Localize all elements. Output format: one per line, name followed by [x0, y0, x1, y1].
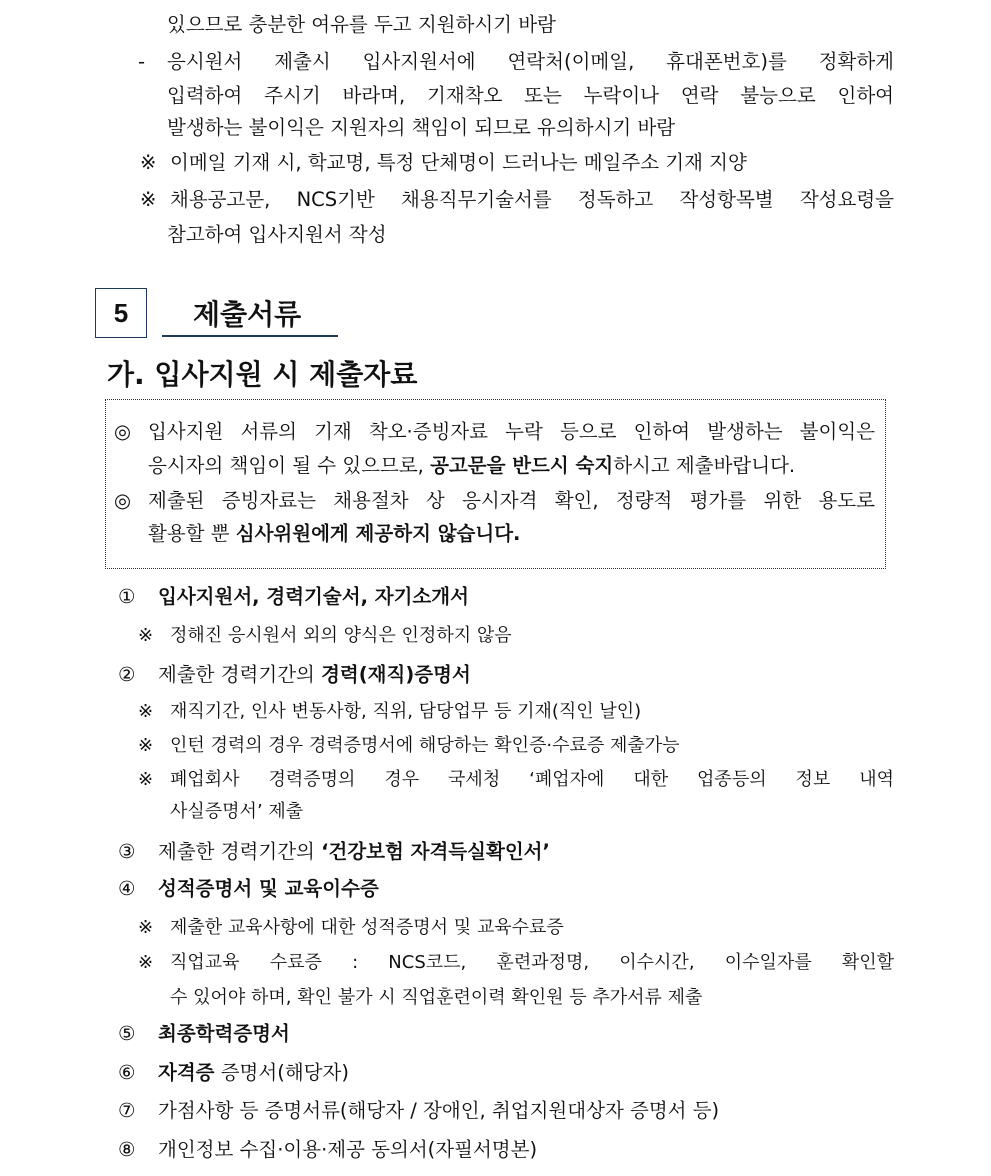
- item-title: [158, 839, 550, 865]
- note-text: 이메일 기재 시, 학교명, 특정 단체명이 드러나는 메일주소 기재 지양: [170, 151, 747, 174]
- note-mark: ※: [138, 917, 154, 938]
- note-mark: ※: [140, 188, 157, 211]
- emphasis: 경력(재직)증명서: [321, 663, 471, 686]
- notice-text: [148, 521, 520, 547]
- section-title: 제출서류: [193, 298, 302, 331]
- note-mark: ※: [138, 701, 154, 722]
- note-text: 정해진 응시원서 외의 양식은 인정하지 않음: [170, 625, 512, 646]
- note-text: 직업교육 수료증 : NCS코드, 훈련과정명, 이수시간, 이수일자를 확인할: [170, 952, 894, 973]
- section-underline: [162, 335, 338, 337]
- subsection-title: 가. 입사지원 시 제출자료: [107, 358, 418, 391]
- text-line: 발생하는 불이익은 지원자의 책임이 되므로 유의하시기 바람: [167, 116, 676, 139]
- section-number: 5: [95, 288, 147, 338]
- text: 증명서(해당자): [214, 1061, 349, 1084]
- text: 활용할 뿐: [148, 522, 236, 545]
- item-number: ①: [118, 585, 136, 608]
- item-title: [158, 662, 471, 688]
- note-mark: ※: [140, 151, 157, 174]
- item-title: [158, 1060, 349, 1086]
- item-number: ④: [118, 877, 136, 900]
- text-line: 있으므로 충분한 여유를 두고 지원하시기 바람: [167, 13, 556, 36]
- emphasis: 심사위원에게 제공하지 않습니다.: [235, 522, 521, 545]
- note-text: 수 있어야 하며, 확인 불가 시 직업훈련이력 확인원 등 추가서류 제출: [170, 987, 703, 1008]
- notice-text: 입사지원 서류의 기재 착오·증빙자료 누락 등으로 인하여 발생하는 불이익은: [148, 420, 875, 443]
- item-number: ⑦: [118, 1099, 136, 1122]
- note-mark: ※: [138, 952, 154, 973]
- dash-bullet: -: [138, 50, 146, 73]
- text: 제출한 경력기간의: [158, 840, 322, 863]
- item-title: 성적증명서 및 교육이수증: [158, 877, 379, 900]
- item-number: ⑤: [118, 1022, 136, 1045]
- notice-mark: ◎: [114, 420, 132, 443]
- text: 제출한 경력기간의: [158, 663, 322, 686]
- note-mark: ※: [138, 625, 154, 646]
- note-text: 폐업회사 경력증명의 경우 국세청 ‘폐업자에 대한 업종등의 정보 내역: [170, 769, 894, 790]
- note-text: 인턴 경력의 경우 경력증명서에 해당하는 확인증·수료증 제출가능: [170, 735, 680, 756]
- item-title: 최종학력증명서: [158, 1022, 290, 1045]
- notice-text: 제출된 증빙자료는 채용절차 상 응시자격 확인, 정량적 평가를 위한 용도로: [148, 489, 875, 512]
- text: 응시자의 책임이 될 수 있으므로,: [148, 454, 431, 477]
- item-number: ⑥: [118, 1061, 136, 1084]
- emphasis: 자격증: [158, 1061, 215, 1084]
- note-text: 참고하여 입사지원서 작성: [167, 223, 387, 246]
- item-number: ②: [118, 663, 136, 686]
- emphasis: ‘건강보험 자격득실확인서’: [321, 840, 550, 863]
- notice-mark: ◎: [114, 489, 132, 512]
- item-number: ③: [118, 840, 136, 863]
- note-text: 사실증명서’ 제출: [170, 801, 304, 822]
- text-line: 응시원서 제출시 입사지원서에 연락처(이메일, 휴대폰번호)를 정확하게: [167, 50, 894, 73]
- text: 하시고 제출바랍니다.: [613, 454, 796, 477]
- item-title: 입사지원서, 경력기술서, 자기소개서: [158, 585, 469, 608]
- note-mark: ※: [138, 769, 154, 790]
- note-text: 재직기간, 인사 변동사항, 직위, 담당업무 등 기재(직인 날인): [170, 701, 642, 722]
- note-text: 제출한 교육사항에 대한 성적증명서 및 교육수료증: [170, 917, 564, 938]
- notice-text: [148, 453, 795, 479]
- item-title: 가점사항 등 증명서류(해당자 / 장애인, 취업지원대상자 증명서 등): [158, 1099, 720, 1122]
- text-line: 입력하여 주시기 바라며, 기재착오 또는 누락이나 연락 불능으로 인하여: [167, 84, 894, 107]
- emphasis: 공고문을 반드시 숙지: [430, 454, 614, 477]
- item-number: ⑧: [118, 1138, 136, 1161]
- item-title: 개인정보 수집·이용·제공 동의서(자필서명본): [158, 1138, 538, 1161]
- note-mark: ※: [138, 735, 154, 756]
- note-text: 채용공고문, NCS기반 채용직무기술서를 정독하고 작성항목별 작성요령을: [170, 188, 894, 211]
